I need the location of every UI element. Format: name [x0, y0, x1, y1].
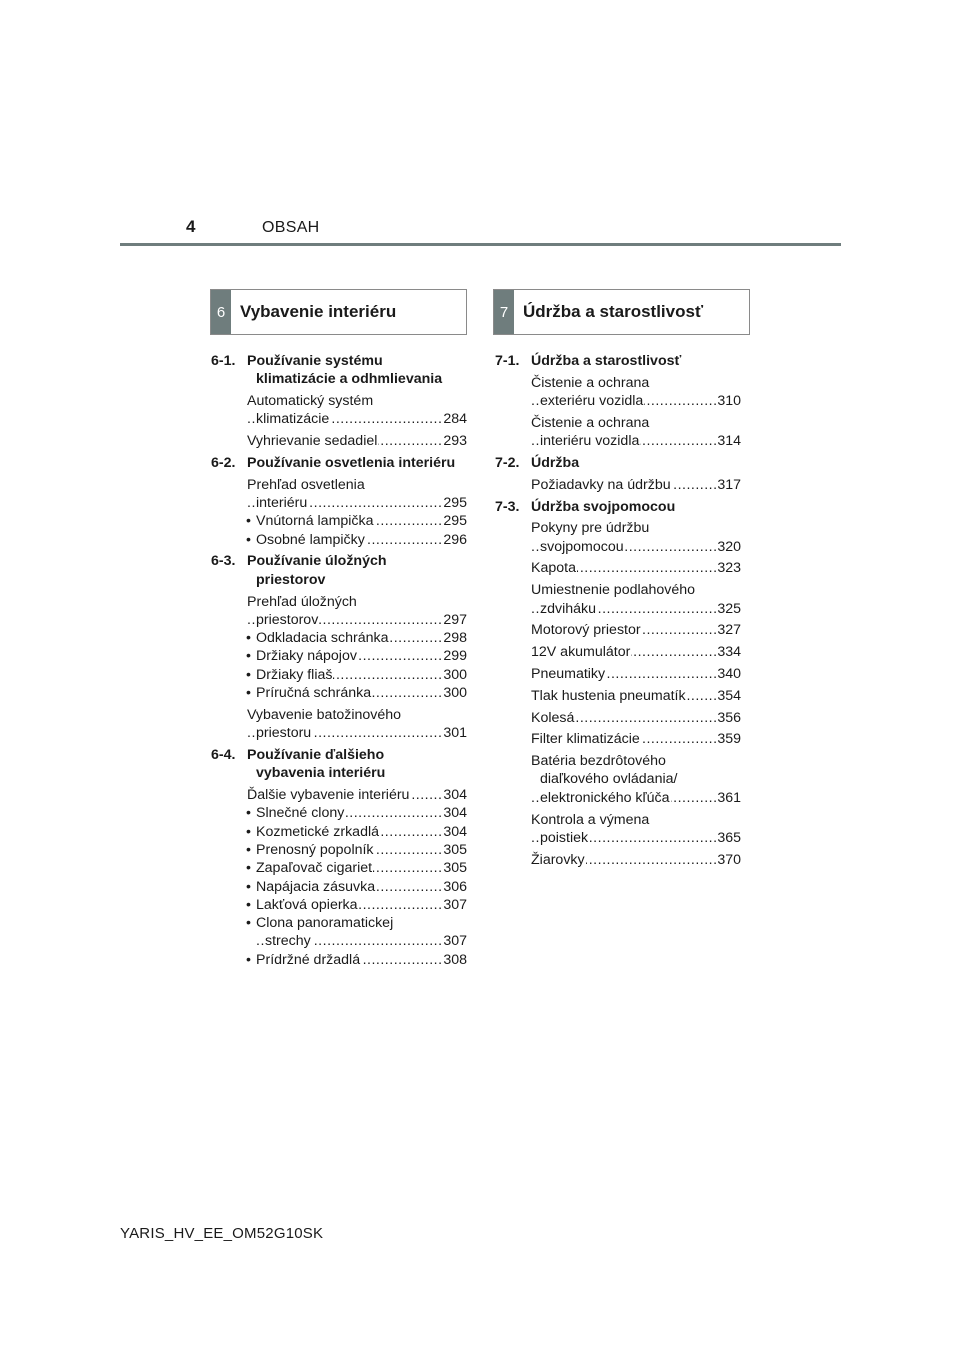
entry-text: Kolesá	[531, 709, 575, 726]
toc-sub-entry[interactable]	[246, 859, 467, 877]
page-ref: 284	[443, 411, 467, 428]
toc-entry[interactable]	[247, 706, 467, 743]
page-ref: 301	[443, 725, 467, 742]
section-title-line: Používanie osvetlenia interiéru	[247, 454, 456, 471]
section-title-line: Údržba a starostlivosť	[531, 353, 682, 369]
entry-text: Vnútorná lampička	[256, 513, 374, 530]
toc-entry[interactable]	[531, 643, 741, 661]
page-ref: 308	[443, 951, 467, 968]
entry-text: Držiaky nápojov	[256, 648, 357, 665]
toc-entry[interactable]	[247, 786, 467, 804]
page-ref: 304	[443, 823, 467, 840]
toc-entry[interactable]	[531, 519, 741, 556]
entry-text: zdviháku	[540, 600, 596, 617]
page-ref: 295	[443, 513, 467, 530]
section-title-line: Používanie úložných	[247, 553, 387, 570]
page-ref: 327	[717, 622, 741, 639]
chapter-7-title: Údržba a starostlivosť	[523, 302, 704, 321]
chapter-7-box[interactable]	[493, 289, 750, 335]
entry-text: klimatizácie	[256, 411, 330, 428]
entry-text: Čistenie a ochrana	[531, 374, 650, 391]
page-ref: 314	[717, 433, 741, 450]
page-ref: 334	[717, 644, 741, 661]
toc-section-6-4[interactable]	[211, 746, 467, 783]
entry-text: Pneumatiky	[531, 665, 606, 682]
toc-entry[interactable]	[247, 593, 467, 630]
toc-section-6-3[interactable]	[211, 552, 467, 589]
page-ref: 300	[443, 685, 467, 702]
page-ref: 298	[443, 630, 467, 647]
entry-text: priestorov	[256, 611, 319, 628]
toc-entry[interactable]	[531, 414, 741, 451]
bullet: •	[246, 951, 251, 968]
page-ref: 297	[443, 611, 467, 628]
entry-text: Kapota	[531, 560, 576, 577]
toc-sub-entry[interactable]	[246, 804, 467, 822]
toc-column-right	[495, 352, 741, 872]
entry-text: Kozmetické zrkadlá	[256, 823, 380, 840]
entry-text: Tlak hustenia pneumatík	[531, 687, 686, 704]
toc-sub-entry[interactable]	[246, 531, 467, 549]
toc-column-left	[211, 352, 467, 973]
entry-text: Slnečné clony	[256, 805, 345, 822]
entry-text: strechy	[265, 933, 311, 950]
page-ref: 293	[443, 433, 467, 450]
bullet: •	[246, 896, 251, 913]
entry-text: Batéria bezdrôtového	[531, 753, 666, 770]
toc-sub-entry[interactable]	[246, 951, 467, 969]
entry-text: Ďalšie vybavenie interiéru	[247, 787, 410, 804]
entry-text: Požiadavky na údržbu	[531, 476, 671, 493]
bullet: •	[246, 531, 251, 548]
page-ref: 359	[717, 731, 741, 748]
page-ref: 361	[717, 789, 741, 806]
entry-text: poistiek	[540, 829, 589, 846]
toc-entry[interactable]	[531, 687, 741, 705]
page-ref: 356	[717, 709, 741, 726]
page-ref: 307	[443, 933, 467, 950]
section-number: 7-3.	[495, 498, 520, 515]
entry-text: 12V akumulátor	[531, 644, 631, 661]
entry-text: Umiestnenie podlahového	[531, 582, 696, 599]
section-number: 6-3.	[211, 553, 236, 570]
bullet: •	[246, 648, 251, 665]
entry-text: Čistenie a ochrana	[531, 414, 650, 431]
bullet: •	[246, 860, 251, 877]
toc-section-6-1[interactable]	[211, 352, 467, 389]
toc-sub-entry[interactable]	[246, 666, 467, 684]
toc-sub-entry[interactable]	[246, 878, 467, 896]
page-title: OBSAH	[262, 219, 320, 236]
page-ref: 370	[717, 851, 741, 868]
section-number: 7-1.	[495, 353, 520, 369]
toc-entry[interactable]	[531, 621, 741, 639]
page-ref: 304	[443, 805, 467, 822]
toc-entry[interactable]	[531, 730, 741, 748]
entry-text: Prehľad osvetlenia	[247, 476, 365, 493]
entry-text: interiéru	[256, 495, 308, 512]
entry-text: Prehľad úložných	[247, 593, 357, 610]
toc-sub-entry[interactable]	[246, 684, 467, 702]
bullet: •	[246, 805, 251, 822]
page-ref: 306	[443, 878, 467, 895]
chapter-7-number: 7	[494, 290, 514, 334]
entry-text: Pokyny pre údržbu	[531, 520, 650, 537]
toc-entry[interactable]	[531, 559, 741, 577]
document-code: YARIS_HV_EE_OM52G10SK	[120, 1225, 324, 1242]
toc-sub-entry[interactable]	[246, 629, 467, 647]
section-title-line: vybavenia interiéru	[256, 765, 386, 782]
page-ref: 295	[443, 495, 467, 512]
bullet: •	[246, 666, 251, 683]
toc-entry[interactable]	[531, 374, 741, 411]
toc-section-7-1[interactable]	[495, 352, 741, 370]
entry-text: Zapaľovač cigariet	[256, 860, 373, 877]
entry-text: Filter klimatizácie	[531, 731, 640, 748]
toc-sub-entry[interactable]	[246, 914, 467, 951]
entry-text: Vybavenie batožinového	[247, 706, 402, 723]
bullet: •	[246, 685, 251, 702]
entry-text: Napájacia zásuvka	[256, 878, 376, 895]
chapter-6-number: 6	[211, 290, 231, 334]
entry-text: elektronického kľúča	[540, 789, 670, 806]
toc-entry[interactable]	[531, 709, 741, 727]
entry-text: Odkladacia schránka	[256, 630, 389, 647]
toc-sub-list	[211, 512, 467, 549]
page-number: 4	[186, 217, 196, 236]
section-number: 6-2.	[211, 454, 236, 471]
toc-entry[interactable]	[531, 811, 741, 848]
entry-text: Motorový priestor	[531, 622, 641, 639]
toc-sub-entry[interactable]	[246, 823, 467, 841]
header-rule	[120, 243, 841, 246]
entry-text: Lakťová opierka	[256, 896, 358, 913]
page-ref: 317	[717, 476, 741, 493]
toc-sub-entry[interactable]	[246, 896, 467, 914]
toc-sub-list	[211, 804, 467, 969]
toc-entry[interactable]	[531, 665, 741, 683]
toc-entry[interactable]	[531, 476, 741, 494]
page-ref: 305	[443, 841, 467, 858]
bullet: •	[246, 915, 251, 932]
entry-text: Prenosný popolník	[256, 841, 374, 858]
page-ref: 323	[717, 560, 741, 577]
chapter-6-title: Vybavenie interiéru	[240, 302, 397, 321]
toc-sub-list	[211, 629, 467, 702]
toc-section-6-2[interactable]	[211, 454, 467, 472]
bullet: •	[246, 823, 251, 840]
entry-text: Kontrola a výmena	[531, 811, 650, 828]
toc-sub-entry[interactable]	[246, 841, 467, 859]
entry-text: Držiaky fliaš	[256, 666, 333, 683]
section-title-line: Údržba svojpomocou	[531, 498, 676, 515]
entry-text: Automatický systém	[247, 393, 374, 410]
section-title-line: Používanie ďalšieho	[247, 746, 385, 763]
entry-text: interiéru vozidla	[540, 433, 640, 450]
page-ref: 320	[717, 538, 741, 555]
entry-text: svojpomocou	[540, 538, 624, 555]
section-number: 7-2.	[495, 454, 520, 471]
bullet: •	[246, 513, 251, 530]
entry-text: Clona panoramatickej	[256, 915, 394, 932]
page-ref: 340	[717, 665, 741, 682]
entry-text: Žiarovky	[531, 851, 585, 868]
toc-sub-entry[interactable]	[246, 647, 467, 665]
bullet: •	[246, 878, 251, 895]
toc-section-7-2[interactable]	[495, 454, 741, 472]
toc-entry[interactable]	[531, 752, 741, 807]
toc-sub-entry[interactable]	[246, 512, 467, 530]
page-ref: 310	[717, 393, 741, 410]
entry-text: diaľkového ovládania/	[540, 771, 678, 788]
section-title-line: klimatizácie a odhmlievania	[256, 371, 443, 388]
toc-entry[interactable]	[247, 392, 467, 429]
page-ref: 354	[717, 687, 741, 704]
page-ref: 304	[443, 787, 467, 804]
entry-text: Osobné lampičky	[256, 531, 365, 548]
page-ref: 305	[443, 860, 467, 877]
toc-entry[interactable]	[531, 581, 741, 618]
entry-text: Vyhrievanie sedadiel	[247, 433, 378, 450]
toc-entry[interactable]	[531, 851, 741, 869]
page-ref: 296	[443, 531, 467, 548]
section-title-line: Údržba	[531, 454, 580, 471]
page-ref: 299	[443, 648, 467, 665]
entry-text: exteriéru vozidla	[540, 393, 644, 410]
bullet: •	[246, 841, 251, 858]
section-number: 6-4.	[211, 746, 236, 763]
bullet: •	[246, 630, 251, 647]
entry-text: Prídržné držadlá	[256, 951, 361, 968]
entry-text: Príručná schránka	[256, 685, 372, 702]
page-ref: 365	[717, 829, 741, 846]
entry-text: priestoru	[256, 725, 312, 742]
chapter-6-box[interactable]	[210, 289, 467, 335]
toc-section-7-3[interactable]	[495, 498, 741, 516]
page-ref: 307	[443, 896, 467, 913]
page-ref: 300	[443, 666, 467, 683]
page-ref: 325	[717, 600, 741, 617]
section-title-line: priestorov	[256, 571, 326, 588]
section-title-line: Používanie systému	[247, 353, 383, 369]
section-number: 6-1.	[211, 353, 236, 369]
toc-entry[interactable]	[247, 476, 467, 513]
toc-entry[interactable]	[247, 432, 467, 450]
